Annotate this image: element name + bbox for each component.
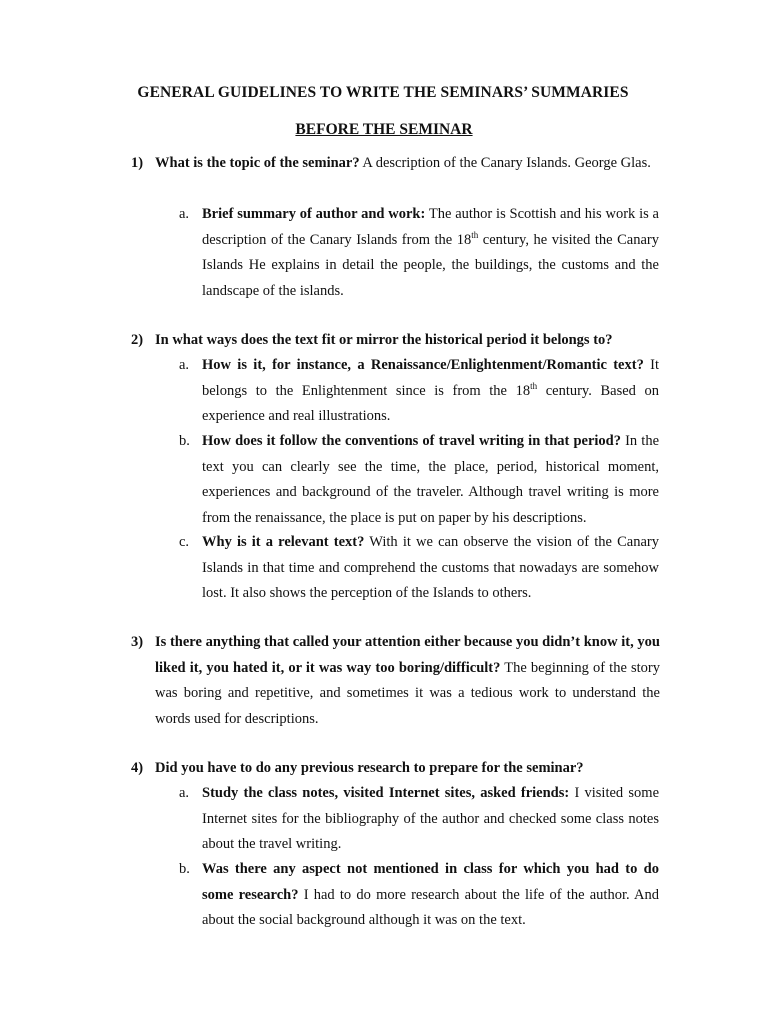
question-number: 4) <box>131 760 144 776</box>
sub-question-text: Study the class notes, visited Internet sites, asked friends: <box>202 785 570 801</box>
sub-letter: c. <box>179 534 190 550</box>
sub-question-text: Was there any aspect not mentioned in class for which you had to do some research? <box>202 861 659 903</box>
question-block <box>155 328 660 354</box>
sub-question-block <box>202 202 659 304</box>
answer-text: It belongs to the Enlightenment since is from the 18 <box>202 357 659 399</box>
question-number: 1) <box>131 155 144 171</box>
answer-text: I had to do more research about the life of the author. And about the social background although it was on the text. <box>202 886 659 928</box>
superscript: th <box>471 229 479 240</box>
sub-question-text: How is it, for instance, a Renaissance/Enlightenment/Romantic text? <box>202 357 644 373</box>
sub-letter: a. <box>179 785 190 801</box>
question-number: 2) <box>131 332 144 348</box>
sub-question-text: Brief summary of author and work: <box>202 206 426 222</box>
answer-text: century, he visited the Canary Islands He explains in detail the people, the buildings, the customs and the landscape of the islands. <box>202 231 659 299</box>
document-title: GENERAL GUIDELINES TO WRITE THE SEMINARS’ SUMMARIES <box>137 84 629 101</box>
sub-question-block <box>202 781 659 858</box>
question-text: Is there anything that called your attention either because you didn’t know it, you liked it, you hated it, or it was way too boring/difficult? <box>155 634 660 676</box>
answer-text: With it we can observe the vision of the Canary Islands in that time and comprehend the customs that nowadays are somehow lost. It also shows the perception of the Islands to others. <box>202 534 659 601</box>
sub-question-block <box>202 429 659 531</box>
section-heading: BEFORE THE SEMINAR <box>295 121 473 138</box>
question-text: Did you have to do any previous research to prepare for the seminar? <box>155 760 584 776</box>
answer-text: century. Based on experience and real illustrations. <box>202 382 659 424</box>
sub-question-text: Why is it a relevant text? <box>202 534 365 550</box>
sub-letter: b. <box>179 433 190 449</box>
sub-letter: a. <box>179 357 190 373</box>
question-text: In what ways does the text fit or mirror the historical period it belongs to? <box>155 332 613 348</box>
answer-text: The author is Scottish and his work is a description of the Canary Islands from the 18 <box>202 206 659 248</box>
sub-question-block <box>202 530 659 607</box>
answer-text: A description of the Canary Islands. George Glas. <box>359 155 651 171</box>
sub-letter: a. <box>179 206 190 222</box>
sub-question-text: How does it follow the conventions of travel writing in that period? <box>202 433 621 449</box>
answer-text: I visited some Internet sites for the bibliography of the author and checked some class notes about the travel writing. <box>202 785 659 852</box>
question-block <box>155 630 660 732</box>
question-block <box>155 756 660 782</box>
question-number: 3) <box>131 634 144 650</box>
answer-text: In the text you can clearly see the time, the place, period, historical moment, experiences and background of the traveler. Although travel writing is more from the renaissance, the place is put on paper by his descriptions. <box>202 433 659 526</box>
answer-text: The beginning of the story was boring and repetitive, and sometimes it was a tedious work to understand the words used for descriptions. <box>155 659 660 727</box>
question-block <box>155 151 660 177</box>
superscript: th <box>530 380 538 391</box>
question-text: What is the topic of the seminar? <box>155 155 360 171</box>
sub-question-block <box>202 353 659 430</box>
sub-letter: b. <box>179 861 190 877</box>
sub-question-block <box>202 857 659 934</box>
